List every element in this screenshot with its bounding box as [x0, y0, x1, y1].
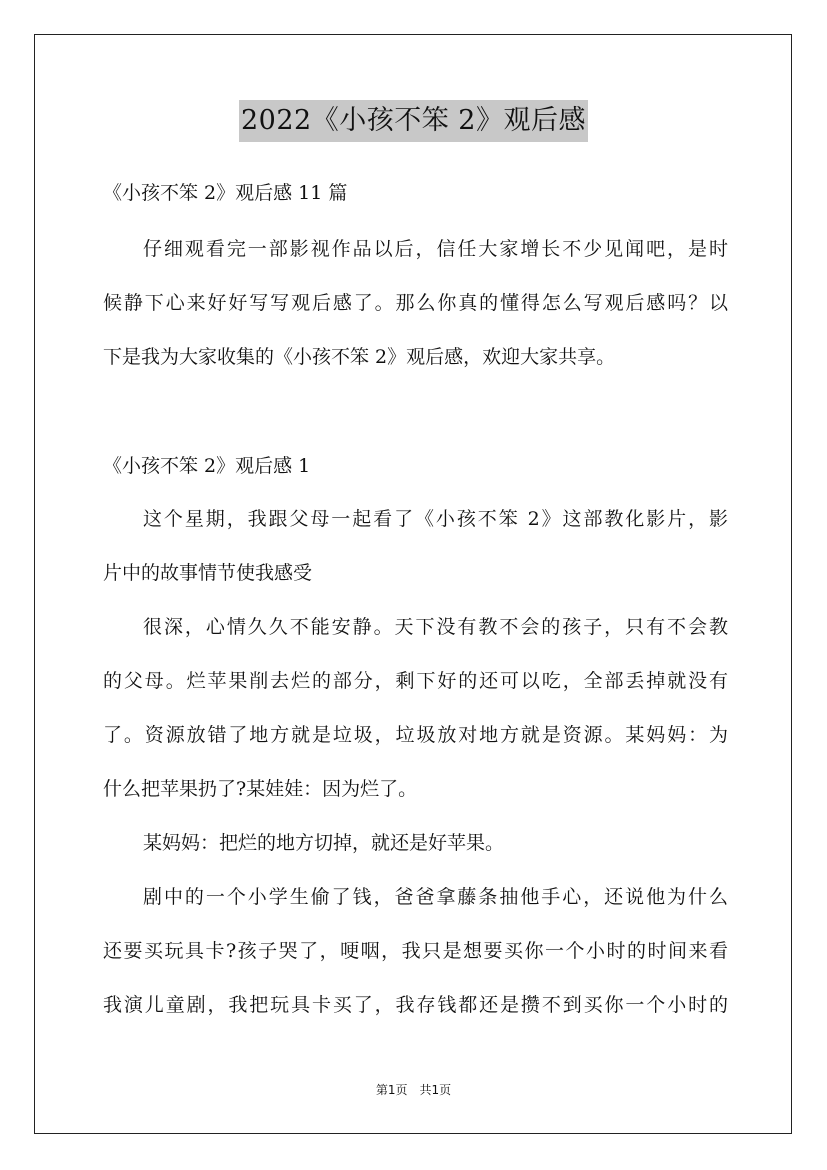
page-footer: 第1页 共1页 [375, 1083, 452, 1097]
body-line-5: 了。资源放错了地方就是垃圾，垃圾放对地方就是资源。某妈妈：为 [103, 724, 728, 746]
title-container [0, 100, 827, 142]
section-heading: 《小孩不笨 2》观后感 1 [103, 455, 311, 477]
intro-line-1: 仔细观看完一部影视作品以后，信任大家增长不少见闻吧，是时 [143, 238, 728, 260]
body-line-4: 的父母。烂苹果削去烂的部分，剩下好的还可以吃，全部丢掉就没有 [103, 670, 728, 692]
body-line-10: 我演儿童剧，我把玩具卡买了，我存钱都还是攒不到买你一个小时的 [103, 994, 728, 1016]
body-line-3: 很深，心情久久不能安静。天下没有教不会的孩子，只有不会教 [143, 616, 728, 638]
body-line-2: 片中的故事情节使我感受 [103, 562, 313, 584]
document-title: 2022《小孩不笨 2》观后感 [239, 100, 588, 142]
body-line-1: 这个星期，我跟父母一起看了《小孩不笨 2》这部教化影片，影 [143, 508, 728, 530]
intro-line-2: 候静下心来好好写写观后感了。那么你真的懂得怎么写观后感吗？以 [103, 292, 728, 314]
body-line-8: 剧中的一个小学生偷了钱，爸爸拿藤条抽他手心，还说他为什么 [143, 886, 728, 908]
body-line-9: 还要买玩具卡?孩子哭了，哽咽，我只是想要买你一个小时的时间来看 [103, 940, 728, 962]
body-line-6: 什么把苹果扔了?某娃娃：因为烂了。 [103, 778, 418, 800]
body-line-7: 某妈妈：把烂的地方切掉，就还是好苹果。 [143, 832, 505, 854]
document-subtitle: 《小孩不笨 2》观后感 11 篇 [103, 182, 348, 204]
intro-line-3: 下是我为大家收集的《小孩不笨 2》观后感，欢迎大家共享。 [103, 346, 616, 368]
